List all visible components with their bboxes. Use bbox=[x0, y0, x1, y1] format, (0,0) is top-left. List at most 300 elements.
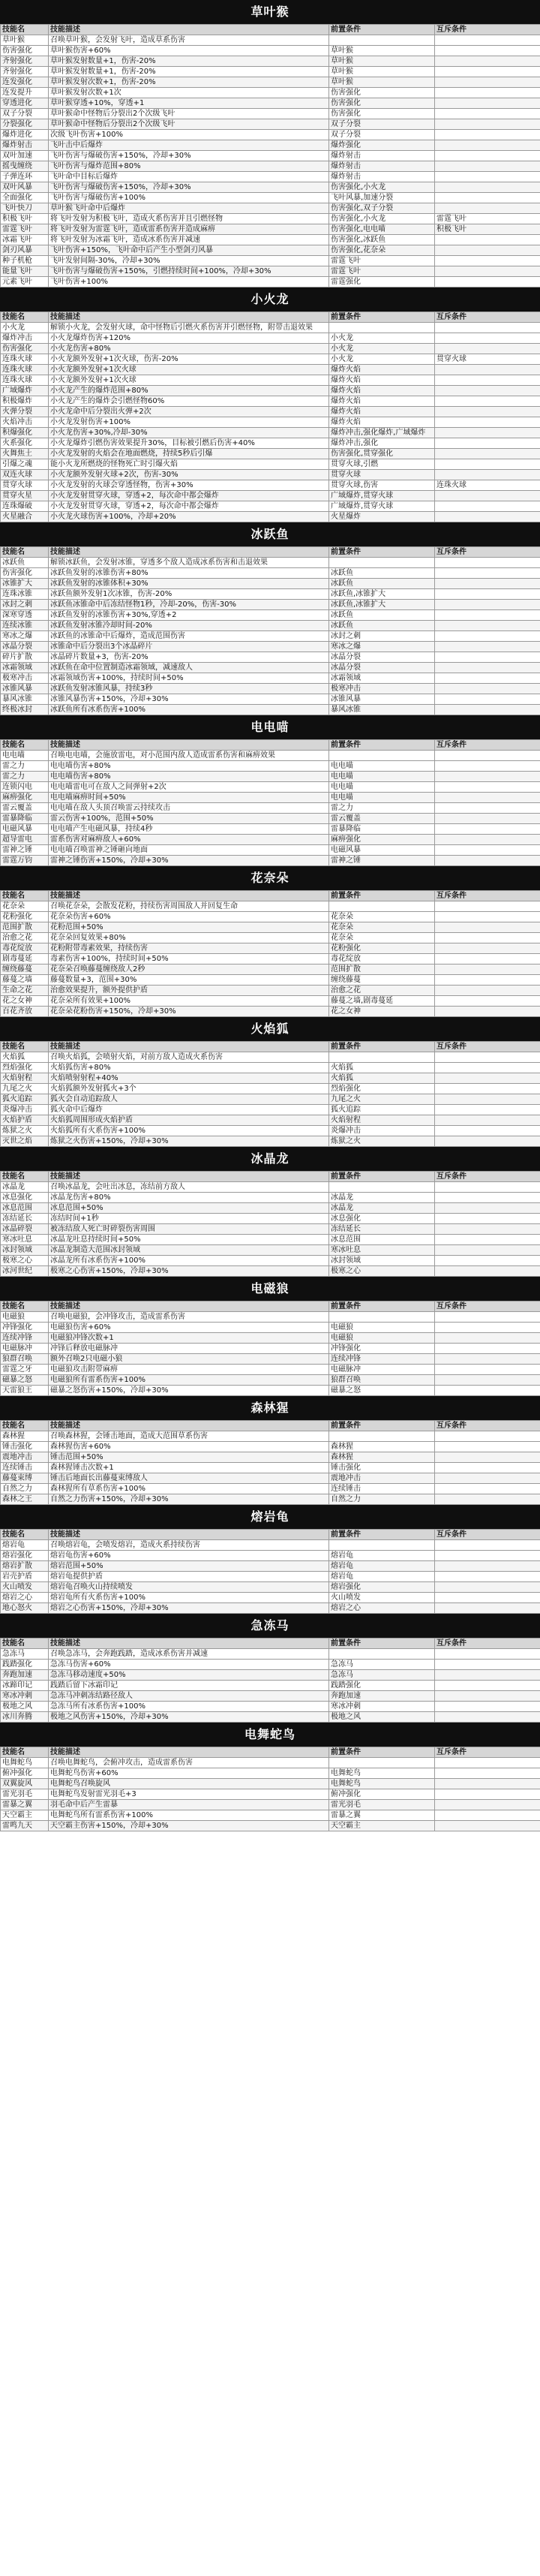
prereq-cell: 炎爆冲击 bbox=[329, 1126, 435, 1136]
skill-name-cell: 连续冲锋 bbox=[1, 1333, 49, 1344]
skill-section bbox=[0, 866, 540, 1017]
prereq-cell: 火焰狐 bbox=[329, 1073, 435, 1084]
prereq-cell: 范围扩散 bbox=[329, 964, 435, 975]
exclusive-cell bbox=[435, 1193, 540, 1203]
skill-name-cell: 自然之力 bbox=[1, 1484, 49, 1494]
prereq-cell: 寒冰之爆 bbox=[329, 642, 435, 652]
exclusive-cell bbox=[435, 375, 540, 386]
skill-name-cell: 双子分裂 bbox=[1, 109, 49, 119]
prereq-cell: 爆炸射击 bbox=[329, 172, 435, 182]
skill-name-cell: 奔跑加速 bbox=[1, 1670, 49, 1681]
table-header-row bbox=[1, 1530, 540, 1540]
table-row bbox=[1, 568, 540, 579]
skill-desc-cell: 雷系伤害对麻痹敌人+60% bbox=[49, 835, 329, 845]
skill-name-cell: 百花齐放 bbox=[1, 1007, 49, 1017]
table-row bbox=[1, 1691, 540, 1702]
skill-name-cell: 范围扩散 bbox=[1, 922, 49, 933]
skill-desc-cell: 急冻马移动速度+50% bbox=[49, 1670, 329, 1681]
prereq-cell: 伤害强化,小火龙 bbox=[329, 182, 435, 193]
skill-name-cell: 冰跃鱼 bbox=[1, 558, 49, 568]
exclusive-cell bbox=[435, 407, 540, 417]
skill-name-cell: 冰锥扩大 bbox=[1, 579, 49, 589]
skill-desc-cell: 将飞叶发射为雷霆飞叶，造成雷系伤害并造成麻痹 bbox=[49, 224, 329, 235]
table-row bbox=[1, 1323, 540, 1333]
skill-desc-cell: 小火龙火球伤害+100%，冷却+20% bbox=[49, 512, 329, 522]
skill-name-cell: 狐火追踪 bbox=[1, 1094, 49, 1105]
table-row bbox=[1, 835, 540, 845]
skill-name-cell: 飞叶快刀 bbox=[1, 203, 49, 214]
exclusive-cell bbox=[435, 1712, 540, 1723]
table-row bbox=[1, 954, 540, 964]
table-row bbox=[1, 1094, 540, 1105]
skill-desc-cell: 小火龙伤害+80% bbox=[49, 344, 329, 354]
table-row bbox=[1, 600, 540, 610]
table-row bbox=[1, 1551, 540, 1561]
skill-name-cell: 广域爆炸 bbox=[1, 386, 49, 396]
skill-desc-cell: 召唤花奈朵，会散发花粉，持续伤害周围敌人并回复生命 bbox=[49, 901, 329, 912]
skill-desc-cell: 熔岩龟召唤火山持续喷发 bbox=[49, 1582, 329, 1593]
table-row bbox=[1, 1224, 540, 1235]
exclusive-cell bbox=[435, 438, 540, 449]
prereq-cell: 电舞蛇鸟 bbox=[329, 1779, 435, 1789]
skill-name-cell: 火系强化 bbox=[1, 438, 49, 449]
exclusive-cell bbox=[435, 256, 540, 266]
skill-name-cell: 火焰护盾 bbox=[1, 1115, 49, 1126]
skill-desc-cell: 花粉附带毒素效果，持续伤害 bbox=[49, 943, 329, 954]
skill-name-cell: 炎爆冲击 bbox=[1, 1105, 49, 1115]
skill-table bbox=[0, 1747, 540, 1831]
skill-desc-cell: 电舞蛇鸟发射雷光羽毛+3 bbox=[49, 1789, 329, 1800]
exclusive-cell bbox=[435, 1442, 540, 1452]
skill-name-cell: 冰霜飞叶 bbox=[1, 235, 49, 245]
table-row bbox=[1, 1375, 540, 1386]
exclusive-cell bbox=[435, 824, 540, 835]
exclusive-cell bbox=[435, 986, 540, 996]
skill-name-cell: 狼群召唤 bbox=[1, 1354, 49, 1365]
skill-desc-cell: 小火龙产生的爆炸范围+80% bbox=[49, 386, 329, 396]
exclusive-cell bbox=[435, 610, 540, 621]
header-prereq: 前置条件 bbox=[329, 1042, 435, 1052]
table-row bbox=[1, 1115, 540, 1126]
skill-name-cell: 深寒穿透 bbox=[1, 610, 49, 621]
table-row bbox=[1, 1681, 540, 1691]
prereq-cell: 连续冲锋 bbox=[329, 1354, 435, 1365]
header-exclusive: 互斥条件 bbox=[435, 1530, 540, 1540]
skill-desc-cell: 狐火会自动追踪敌人 bbox=[49, 1094, 329, 1105]
skill-desc-cell: 电磁狼冲锋次数+1 bbox=[49, 1333, 329, 1344]
section-title: 冰晶龙 bbox=[0, 1147, 540, 1171]
prereq-cell: 熔岩之心 bbox=[329, 1603, 435, 1614]
prereq-cell: 冰跃鱼,冰锥扩大 bbox=[329, 600, 435, 610]
exclusive-cell bbox=[435, 161, 540, 172]
table-row bbox=[1, 1333, 540, 1344]
table-row bbox=[1, 1660, 540, 1670]
table-row bbox=[1, 1758, 540, 1768]
section-title: 花奈朵 bbox=[0, 866, 540, 890]
table-row bbox=[1, 1484, 540, 1494]
header-exclusive: 互斥条件 bbox=[435, 891, 540, 901]
exclusive-cell bbox=[435, 470, 540, 480]
exclusive-cell bbox=[435, 1561, 540, 1572]
prereq-cell: 锤击强化 bbox=[329, 1463, 435, 1473]
prereq-cell: 极地之风 bbox=[329, 1712, 435, 1723]
exclusive-cell bbox=[435, 344, 540, 354]
section-title: 冰跃鱼 bbox=[0, 522, 540, 546]
table-row bbox=[1, 323, 540, 333]
exclusive-cell bbox=[435, 642, 540, 652]
skill-desc-cell: 冰锥风暴伤害+150%，冷却+30% bbox=[49, 694, 329, 705]
prereq-cell: 冰跃鱼 bbox=[329, 579, 435, 589]
prereq-cell: 冰封之刺 bbox=[329, 631, 435, 642]
skill-name-cell: 超导雷电 bbox=[1, 835, 49, 845]
table-header-row bbox=[1, 1172, 540, 1182]
skill-desc-cell: 冰晶龙吐息持续时间+50% bbox=[49, 1235, 329, 1245]
prereq-cell: 森林猩 bbox=[329, 1452, 435, 1463]
prereq-cell: 极寒之心 bbox=[329, 1266, 435, 1277]
skill-section bbox=[0, 1723, 540, 1831]
table-row bbox=[1, 1063, 540, 1073]
skill-desc-cell: 冰跃鱼发射的冰锥伤害+80% bbox=[49, 568, 329, 579]
prereq-cell: 伤害强化,冰跃鱼 bbox=[329, 235, 435, 245]
skill-section bbox=[0, 1017, 540, 1147]
skill-name-cell: 极寒冲击 bbox=[1, 673, 49, 684]
prereq-cell: 火星爆炸 bbox=[329, 512, 435, 522]
skill-name-cell: 连续冰锥 bbox=[1, 621, 49, 631]
skill-name-cell: 电舞蛇鸟 bbox=[1, 1758, 49, 1768]
skill-desc-cell: 羽毛命中后产生雷暴 bbox=[49, 1800, 329, 1810]
table-row bbox=[1, 975, 540, 986]
header-exclusive: 互斥条件 bbox=[435, 312, 540, 323]
table-row bbox=[1, 1105, 540, 1115]
skill-desc-cell: 火焰狐所有火系伤害+100% bbox=[49, 1126, 329, 1136]
prereq-cell: 伤害强化 bbox=[329, 88, 435, 98]
header-exclusive: 互斥条件 bbox=[435, 1639, 540, 1649]
exclusive-cell bbox=[435, 579, 540, 589]
prereq-cell: 治愈之花 bbox=[329, 986, 435, 996]
prereq-cell: 电电喵 bbox=[329, 793, 435, 803]
prereq-cell: 贯穿火球,伤害 bbox=[329, 480, 435, 491]
skill-desc-cell: 冰跃鱼发射冰锥风暴，持续3秒 bbox=[49, 684, 329, 694]
table-row bbox=[1, 1821, 540, 1831]
skill-desc-cell: 小火龙产生的爆炸会引燃怪物60% bbox=[49, 396, 329, 407]
table-row bbox=[1, 642, 540, 652]
exclusive-cell: 贯穿火球 bbox=[435, 354, 540, 365]
table-row bbox=[1, 1649, 540, 1660]
table-row bbox=[1, 396, 540, 407]
skill-desc-cell: 冰锥命中后分裂出3个冰晶碎片 bbox=[49, 642, 329, 652]
exclusive-cell bbox=[435, 1463, 540, 1473]
prereq-cell: 极寒冲击 bbox=[329, 684, 435, 694]
skill-desc-cell: 磁暴之怒伤害+150%，冷却+30% bbox=[49, 1386, 329, 1396]
header-skill-desc: 技能描述 bbox=[49, 1421, 329, 1431]
skill-name-cell: 双叶风暴 bbox=[1, 182, 49, 193]
prereq-cell: 贯穿火球 bbox=[329, 470, 435, 480]
skill-name-cell: 森林猩 bbox=[1, 1431, 49, 1442]
prereq-cell: 雷霆飞叶 bbox=[329, 266, 435, 277]
exclusive-cell bbox=[435, 996, 540, 1007]
exclusive-cell bbox=[435, 151, 540, 161]
table-row bbox=[1, 1603, 540, 1614]
skill-name-cell: 双叶加速 bbox=[1, 151, 49, 161]
table-row bbox=[1, 1712, 540, 1723]
skill-name-cell: 连发强化 bbox=[1, 77, 49, 88]
skill-name-cell: 齐射强化 bbox=[1, 56, 49, 67]
section-title: 电电喵 bbox=[0, 715, 540, 739]
exclusive-cell: 雷霆飞叶 bbox=[435, 214, 540, 224]
skill-desc-cell: 锤击范围+50% bbox=[49, 1452, 329, 1463]
prereq-cell: 伤害强化 bbox=[329, 109, 435, 119]
prereq-cell: 花之女神 bbox=[329, 1007, 435, 1017]
table-row bbox=[1, 203, 540, 214]
exclusive-cell bbox=[435, 1084, 540, 1094]
skill-name-cell: 熔岩扩散 bbox=[1, 1561, 49, 1572]
skill-name-cell: 伤害强化 bbox=[1, 568, 49, 579]
prereq-cell: 花奈朵 bbox=[329, 933, 435, 943]
skill-desc-cell: 冻结时间+1秒 bbox=[49, 1214, 329, 1224]
table-header-row bbox=[1, 891, 540, 901]
prereq-cell: 电电喵 bbox=[329, 761, 435, 772]
table-row bbox=[1, 1789, 540, 1800]
skill-name-cell: 摇曳缠绕 bbox=[1, 161, 49, 172]
exclusive-cell bbox=[435, 1386, 540, 1396]
skill-name-cell: 火山喷发 bbox=[1, 1582, 49, 1593]
prereq-cell: 冰跃鱼 bbox=[329, 568, 435, 579]
exclusive-cell bbox=[435, 396, 540, 407]
skill-desc-cell: 次级飞叶伤害+100% bbox=[49, 130, 329, 140]
skill-desc-cell: 电舞蛇鸟所有雷系伤害+100% bbox=[49, 1810, 329, 1821]
header-skill-name: 技能名 bbox=[1, 547, 49, 558]
exclusive-cell bbox=[435, 365, 540, 375]
skill-name-cell: 雷光羽毛 bbox=[1, 1789, 49, 1800]
exclusive-cell bbox=[435, 684, 540, 694]
prereq-cell bbox=[329, 35, 435, 46]
skill-desc-cell: 熔岩龟提供护盾 bbox=[49, 1572, 329, 1582]
exclusive-cell bbox=[435, 845, 540, 856]
section-title: 火焰狐 bbox=[0, 1017, 540, 1041]
table-row bbox=[1, 1214, 540, 1224]
table-row bbox=[1, 621, 540, 631]
skill-desc-cell: 森林猩所有草系伤害+100% bbox=[49, 1484, 329, 1494]
exclusive-cell bbox=[435, 1681, 540, 1691]
prereq-cell bbox=[329, 1312, 435, 1323]
skill-desc-cell: 急冻马所有冰系伤害+100% bbox=[49, 1702, 329, 1712]
table-row bbox=[1, 470, 540, 480]
prereq-cell bbox=[329, 558, 435, 568]
skill-name-cell: 缠绕藤蔓 bbox=[1, 964, 49, 975]
skill-section bbox=[0, 1147, 540, 1277]
table-row bbox=[1, 1052, 540, 1063]
skill-desc-cell: 治愈效果提升，额外提供护盾 bbox=[49, 986, 329, 996]
exclusive-cell bbox=[435, 130, 540, 140]
table-row bbox=[1, 1442, 540, 1452]
prereq-cell: 冰跃鱼 bbox=[329, 610, 435, 621]
skill-desc-cell: 解锁冰跃鱼，会发射冰锥，穿透多个敌人造成冰系伤害和击退效果 bbox=[49, 558, 329, 568]
skill-name-cell: 双翼旋风 bbox=[1, 1779, 49, 1789]
exclusive-cell bbox=[435, 1768, 540, 1779]
header-prereq: 前置条件 bbox=[329, 1530, 435, 1540]
skill-desc-cell: 花奈朵所有效果+100% bbox=[49, 996, 329, 1007]
exclusive-cell bbox=[435, 1182, 540, 1193]
skill-desc-cell: 雷云伤害+100%，范围+50% bbox=[49, 814, 329, 824]
prereq-cell: 双子分裂 bbox=[329, 130, 435, 140]
table-header-row bbox=[1, 312, 540, 323]
skill-name-cell: 极地之风 bbox=[1, 1702, 49, 1712]
skill-name-cell: 伤害强化 bbox=[1, 46, 49, 56]
skill-name-cell: 磁暴之怒 bbox=[1, 1375, 49, 1386]
section-title: 急冻马 bbox=[0, 1614, 540, 1638]
exclusive-cell bbox=[435, 568, 540, 579]
skill-desc-cell: 小火龙伤害+30%,冷却-30% bbox=[49, 428, 329, 438]
table-row bbox=[1, 428, 540, 438]
exclusive-cell bbox=[435, 1136, 540, 1147]
prereq-cell: 烈焰强化 bbox=[329, 1084, 435, 1094]
skill-desc-cell: 飞叶伤害与爆破伤害+150%，冷却+30% bbox=[49, 151, 329, 161]
skill-table bbox=[0, 890, 540, 1017]
table-header-row bbox=[1, 1421, 540, 1431]
header-skill-name: 技能名 bbox=[1, 1747, 49, 1758]
skill-desc-cell: 飞叶伤害+100% bbox=[49, 277, 329, 287]
table-row bbox=[1, 922, 540, 933]
skill-desc-cell: 小火龙发射贯穿火球，穿透+2，每次命中都会爆炸 bbox=[49, 491, 329, 501]
exclusive-cell bbox=[435, 1094, 540, 1105]
exclusive-cell bbox=[435, 631, 540, 642]
table-row bbox=[1, 109, 540, 119]
skill-name-cell: 极寒之心 bbox=[1, 1256, 49, 1266]
skill-name-cell: 麻痹强化 bbox=[1, 793, 49, 803]
header-exclusive: 互斥条件 bbox=[435, 25, 540, 35]
skill-desc-cell: 小火龙额外发射+1次火球，伤害-20% bbox=[49, 354, 329, 365]
skill-desc-cell: 被冻结敌人死亡时碎裂伤害周围 bbox=[49, 1224, 329, 1235]
table-row bbox=[1, 98, 540, 109]
skill-table bbox=[0, 1420, 540, 1505]
prereq-cell: 俯冲强化 bbox=[329, 1789, 435, 1800]
table-row bbox=[1, 1452, 540, 1463]
skill-desc-cell: 花奈朵回复效果+80% bbox=[49, 933, 329, 943]
skill-name-cell: 引爆之魂 bbox=[1, 459, 49, 470]
table-row bbox=[1, 901, 540, 912]
table-row bbox=[1, 1193, 540, 1203]
exclusive-cell bbox=[435, 772, 540, 782]
prereq-cell: 火山喷发 bbox=[329, 1593, 435, 1603]
skill-name-cell: 急冻马 bbox=[1, 1649, 49, 1660]
exclusive-cell bbox=[435, 1365, 540, 1375]
header-prereq: 前置条件 bbox=[329, 740, 435, 751]
prereq-cell: 伤害强化 bbox=[329, 98, 435, 109]
prereq-cell: 草叶猴 bbox=[329, 67, 435, 77]
exclusive-cell bbox=[435, 1551, 540, 1561]
skill-desc-cell: 极寒之心伤害+150%，冷却+30% bbox=[49, 1266, 329, 1277]
skill-name-cell: 灭世之焰 bbox=[1, 1136, 49, 1147]
exclusive-cell bbox=[435, 35, 540, 46]
skill-desc-cell: 冰跃鱼额外发射1次冰锥，伤害-20% bbox=[49, 589, 329, 600]
prereq-cell: 狐火追踪 bbox=[329, 1105, 435, 1115]
prereq-cell: 麻痹强化 bbox=[329, 835, 435, 845]
skill-desc-cell: 火焰狐周围形成火焰护盾 bbox=[49, 1115, 329, 1126]
exclusive-cell bbox=[435, 266, 540, 277]
prereq-cell: 藤蔓之墙,剧毒蔓延 bbox=[329, 996, 435, 1007]
table-header-row bbox=[1, 1639, 540, 1649]
skill-desc-cell: 小火龙额外发射+1次火球 bbox=[49, 375, 329, 386]
skill-desc-cell: 草叶猴飞叶命中后爆炸 bbox=[49, 203, 329, 214]
exclusive-cell bbox=[435, 1670, 540, 1681]
exclusive-cell bbox=[435, 1333, 540, 1344]
prereq-cell: 雷光羽毛 bbox=[329, 1800, 435, 1810]
table-row bbox=[1, 845, 540, 856]
skill-desc-cell: 小火龙爆炸引燃伤害效果提升30%，目标被引燃后伤害+40% bbox=[49, 438, 329, 449]
prereq-cell: 冰晶龙 bbox=[329, 1203, 435, 1214]
exclusive-cell bbox=[435, 1052, 540, 1063]
skill-desc-cell: 飞叶伤害与爆破伤害+100% bbox=[49, 193, 329, 203]
skill-desc-cell: 花奈朵花粉伤害+150%，冷却+30% bbox=[49, 1007, 329, 1017]
skill-desc-cell: 电舞蛇鸟伤害+60% bbox=[49, 1768, 329, 1779]
exclusive-cell bbox=[435, 1603, 540, 1614]
skill-name-cell: 全面强化 bbox=[1, 193, 49, 203]
table-header-row bbox=[1, 25, 540, 35]
exclusive-cell bbox=[435, 901, 540, 912]
skill-desc-cell: 飞叶伤害与爆破伤害+150%，引燃持续时间+100%，冷却+30% bbox=[49, 266, 329, 277]
exclusive-cell bbox=[435, 428, 540, 438]
skill-desc-cell: 熔岩之心伤害+150%，冷却+30% bbox=[49, 1603, 329, 1614]
exclusive-cell bbox=[435, 386, 540, 396]
table-row bbox=[1, 333, 540, 344]
exclusive-cell bbox=[435, 140, 540, 151]
skill-table bbox=[0, 546, 540, 715]
table-row bbox=[1, 193, 540, 203]
skill-desc-cell: 小火龙额外发射火球+2次，伤害-30% bbox=[49, 470, 329, 480]
skill-section bbox=[0, 287, 540, 522]
prereq-cell: 伤害强化,花奈朵 bbox=[329, 245, 435, 256]
table-row bbox=[1, 610, 540, 621]
exclusive-cell bbox=[435, 705, 540, 715]
prereq-cell: 急冻马 bbox=[329, 1670, 435, 1681]
table-row bbox=[1, 119, 540, 130]
header-exclusive: 互斥条件 bbox=[435, 1302, 540, 1312]
exclusive-cell bbox=[435, 1266, 540, 1277]
prereq-cell: 连续锤击 bbox=[329, 1484, 435, 1494]
table-row bbox=[1, 803, 540, 814]
header-skill-desc: 技能描述 bbox=[49, 891, 329, 901]
skill-name-cell: 烈焰强化 bbox=[1, 1063, 49, 1073]
exclusive-cell bbox=[435, 182, 540, 193]
section-title: 电磁狼 bbox=[0, 1277, 540, 1301]
skill-desc-cell: 召唤电电喵，会施放雷电，对小范围内敌人造成雷系伤害和麻痹效果 bbox=[49, 751, 329, 761]
skill-section bbox=[0, 1277, 540, 1396]
skill-desc-cell: 解锁小火龙，会发射火球，命中怪物后引燃火系伤害并引燃怪物，附带击退效果 bbox=[49, 323, 329, 333]
table-row bbox=[1, 344, 540, 354]
header-prereq: 前置条件 bbox=[329, 1747, 435, 1758]
exclusive-cell bbox=[435, 1256, 540, 1266]
exclusive-cell bbox=[435, 1473, 540, 1484]
skill-desc-cell: 熔岩龟伤害+60% bbox=[49, 1551, 329, 1561]
skill-desc-cell: 冰晶龙制造大范围冰封领域 bbox=[49, 1245, 329, 1256]
skill-name-cell: 电磁风暴 bbox=[1, 824, 49, 835]
exclusive-cell bbox=[435, 88, 540, 98]
skill-desc-cell: 冰跃鱼发射冰锥冷却时间-20% bbox=[49, 621, 329, 631]
table-row bbox=[1, 933, 540, 943]
skill-desc-cell: 电磁狼攻击附带麻痹 bbox=[49, 1365, 329, 1375]
exclusive-cell bbox=[435, 912, 540, 922]
skill-desc-cell: 草叶猴伤害+60% bbox=[49, 46, 329, 56]
skill-desc-cell: 电电喵在敌人头顶召唤雷云持续攻击 bbox=[49, 803, 329, 814]
prereq-cell: 花奈朵 bbox=[329, 922, 435, 933]
skill-name-cell: 冰晶分裂 bbox=[1, 642, 49, 652]
skill-name-cell: 寒冰之爆 bbox=[1, 631, 49, 642]
table-row bbox=[1, 912, 540, 922]
skill-name-cell: 藤蔓之墙 bbox=[1, 975, 49, 986]
skill-name-cell: 治愈之花 bbox=[1, 933, 49, 943]
table-row bbox=[1, 1540, 540, 1551]
skill-desc-cell: 炼狱之火伤害+150%，冷却+30% bbox=[49, 1136, 329, 1147]
